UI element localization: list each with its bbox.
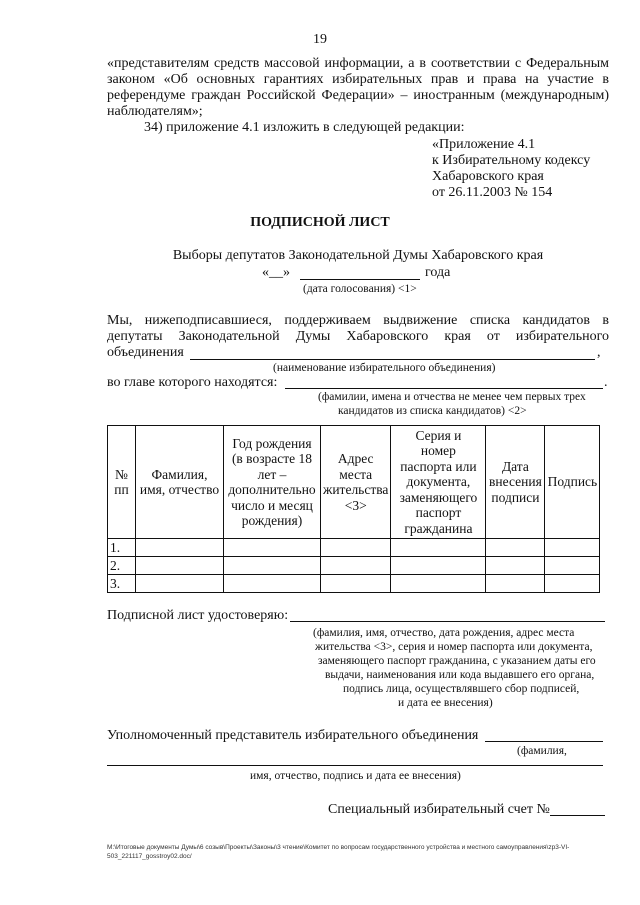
appendix-line-3: Хабаровского края bbox=[432, 169, 544, 184]
appendix-line-1: «Приложение 4.1 bbox=[432, 137, 536, 152]
cell-signature-date[interactable] bbox=[486, 539, 545, 557]
representative-hint-1: (фамилия, bbox=[517, 745, 567, 757]
header-number: № пп bbox=[108, 426, 136, 539]
certify-line bbox=[290, 621, 605, 622]
cell-address[interactable] bbox=[321, 575, 391, 593]
account-label: Специальный избирательный счет № bbox=[328, 802, 550, 817]
document-title: ПОДПИСНОЙ ЛИСТ bbox=[250, 215, 390, 230]
representative-line bbox=[485, 741, 603, 742]
election-date-hint: (дата голосования) <1> bbox=[303, 283, 417, 295]
head-label: во главе которого находятся: bbox=[107, 375, 278, 390]
cell-address[interactable] bbox=[321, 557, 391, 575]
header-signature: Подпись bbox=[545, 426, 600, 539]
certify-hint-6: и дата ее внесения) bbox=[398, 697, 493, 709]
header-signature-date: Дата внесения подписи bbox=[486, 426, 545, 539]
header-passport: Серия и номер паспорта или документа, заменяющего паспорт гражданина bbox=[391, 426, 486, 539]
appendix-line-2: к Избирательному кодексу bbox=[432, 153, 591, 168]
certify-hint-1: (фамилия, имя, отчество, дата рождения, адрес места bbox=[313, 627, 575, 639]
cell-full-name[interactable] bbox=[136, 575, 224, 593]
representative-label: Уполномоченный представитель избирательного объединения bbox=[107, 728, 479, 743]
cell-signature[interactable] bbox=[545, 575, 600, 593]
union-name-line bbox=[190, 359, 595, 360]
appendix-line-4: от 26.11.2003 № 154 bbox=[432, 185, 553, 200]
cell-birth-year[interactable] bbox=[224, 575, 321, 593]
support-line-1: Мы, нижеподписавшиеся, поддерживаем выдвижение списка кандидатов в bbox=[107, 313, 609, 328]
intro-line-1: «представителям средств массовой информации, а в соответствии с Федеральным bbox=[107, 56, 609, 71]
cell-signature-date[interactable] bbox=[486, 557, 545, 575]
header-full-name: Фамилия, имя, отчество bbox=[136, 426, 224, 539]
support-line-3: объединения bbox=[107, 345, 184, 360]
head-line-end: . bbox=[604, 375, 608, 390]
head-hint-2: кандидатов из списка кандидатов) <2> bbox=[338, 405, 527, 417]
table-row bbox=[108, 557, 600, 575]
certify-hint-2: жительства <3>, серия и номер паспорта или документа, bbox=[315, 641, 593, 653]
account-line bbox=[550, 815, 605, 816]
certify-hint-3: заменяющего паспорт гражданина, с указанием даты его bbox=[318, 655, 596, 667]
row-number: 3. bbox=[108, 575, 136, 593]
item-34: 34) приложение 4.1 изложить в следующей редакции: bbox=[144, 120, 465, 135]
cell-passport[interactable] bbox=[391, 557, 486, 575]
cell-birth-year[interactable] bbox=[224, 539, 321, 557]
intro-line-3: референдуме граждан Российской Федерации» – иностранным (международным) bbox=[107, 88, 609, 103]
table-row bbox=[108, 539, 600, 557]
cell-full-name[interactable] bbox=[136, 539, 224, 557]
header-birth-year: Год рождения (в возрасте 18 лет – дополнительно число и месяц рождения) bbox=[224, 426, 321, 539]
footer-path-1: M:\Итоговые документы Думы\6 созыв\Проекты\Законы\3 чтение\Комитет по вопросам государственного устройства и местного самоуправления\zp3-VI- bbox=[107, 844, 570, 851]
cell-signature[interactable] bbox=[545, 557, 600, 575]
certify-hint-5: подпись лица, осуществлявшего сбор подписей, bbox=[343, 683, 580, 695]
table-row bbox=[108, 575, 600, 593]
intro-line-2: законом «Об основных гарантиях избирательных прав и права на участие в bbox=[107, 72, 609, 87]
header-address: Адрес места жительства <3> bbox=[321, 426, 391, 539]
support-line-2: депутаты Законодательной Думы Хабаровского края от избирательного bbox=[107, 329, 609, 344]
union-name-hint: (наименование избирательного объединения) bbox=[273, 362, 496, 374]
election-date-suffix: года bbox=[425, 265, 451, 280]
certify-hint-4: выдачи, наименования или кода выдавшего его органа, bbox=[325, 669, 595, 681]
row-number: 2. bbox=[108, 557, 136, 575]
page-number: 19 bbox=[313, 32, 327, 47]
representative-hint-2: имя, отчество, подпись и дата ее внесения) bbox=[250, 770, 461, 782]
cell-birth-year[interactable] bbox=[224, 557, 321, 575]
cell-passport[interactable] bbox=[391, 575, 486, 593]
election-date-prefix: «__» bbox=[262, 265, 290, 280]
table-header-row bbox=[108, 426, 600, 539]
cell-signature-date[interactable] bbox=[486, 575, 545, 593]
cell-address[interactable] bbox=[321, 539, 391, 557]
head-hint-1: (фамилии, имена и отчества не менее чем первых трех bbox=[318, 391, 586, 403]
representative-line-2 bbox=[107, 765, 603, 766]
election-name: Выборы депутатов Законодательной Думы Хабаровского края bbox=[172, 248, 544, 263]
cell-passport[interactable] bbox=[391, 539, 486, 557]
head-names-line bbox=[285, 388, 603, 389]
certify-label: Подписной лист удостоверяю: bbox=[107, 608, 289, 623]
row-number: 1. bbox=[108, 539, 136, 557]
cell-full-name[interactable] bbox=[136, 557, 224, 575]
intro-line-4: наблюдателям»; bbox=[107, 104, 203, 119]
signatures-table bbox=[107, 425, 600, 593]
cell-signature[interactable] bbox=[545, 539, 600, 557]
footer-path-2: 503_221117_gosstroy02.doc/ bbox=[107, 853, 192, 860]
election-date-line bbox=[300, 279, 420, 280]
union-line-end: , bbox=[597, 345, 601, 360]
